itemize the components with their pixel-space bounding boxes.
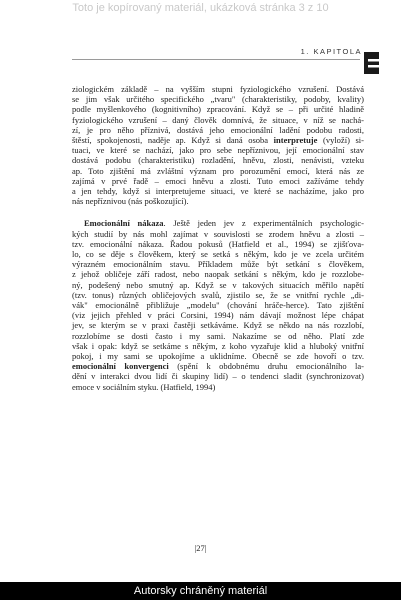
paragraph	[72, 218, 364, 391]
text-line: pokoj, i my sami se upokojíme a uklidníme. Obecně se zde hovoří o tzv.	[72, 351, 364, 362]
text-line	[72, 218, 364, 228]
footer-banner	[0, 582, 401, 600]
text-line: podle myšlenkového (kognitivního) zpracování. Když se – při určité hladině	[72, 104, 364, 115]
text-line: však i opak: když se setkáme s někým, z koho vyzařuje klid a hluboký vnitřní	[72, 340, 364, 351]
text-line: tzv. emocionální nákaza. Řadou pokusů (Hatfield et al., 1994) se zjišťova-	[72, 238, 364, 249]
chapter-thumb-tab	[364, 52, 379, 74]
body-text	[72, 84, 364, 392]
text-line: ný, podešený nebo smutný ap. Když se v takových situacích měřilo napětí	[72, 279, 364, 290]
text-line: kých studií by nás mohl zajímat v souvislosti se zrodem hněvu a zlosti –	[72, 228, 364, 239]
text-line: rozzlobíme se dosti často i my sami. Nakazíme se od něho. Platí zde	[72, 330, 364, 341]
text-line: dění v interakci dvou lidí či skupiny lidí) – o tendenci sladit (synchronizovat)	[72, 371, 364, 382]
text-line: jev, se kterým se v praxi častěji setkáváme. Když se někdo na nás rozzlobí,	[72, 320, 364, 331]
text-line: ziologickém základě – na vyšším stupni fyziologického vzrušení. Dostává	[72, 84, 364, 94]
text-line	[72, 135, 364, 145]
text-line: zajímá v prvé řadě – emoci hněvu a zlosti. Tuto emoci zažíváme tehdy	[72, 175, 364, 186]
text-line: fyziologického vzrušení – daný člověk domnívá, že situace, v níž se nachá-	[72, 114, 364, 125]
emphasis-emotional-convergence: emocionální konvergenci	[72, 361, 169, 372]
running-head: 1. KAPITOLA	[300, 47, 362, 56]
text-line: tuaci, ve které se nachází, jako pro sebe nepříznivou, její emocionální stav	[72, 145, 364, 156]
text-line: nás nepříznivou (nás poškozující).	[72, 196, 189, 207]
footer-copyright-text: Autorsky chráněný materiál	[133, 585, 268, 597]
header-rule	[72, 59, 360, 60]
text-line: výrazném emocionálním stavu. Příkladem může být setkání s člověkem,	[72, 259, 364, 270]
text-line: se jim však určitého specifického „tvaru" (charakteristiky, podoby, kvality)	[72, 94, 364, 105]
emphasis-interpretuje: interpretuje	[273, 135, 318, 146]
text-line: a jen tehdy, když si interpretujeme situaci, ve které se nacházíme, jako pro	[72, 186, 364, 197]
text-run: . Ještě jeden jev z experimentálních psychologic-	[163, 218, 364, 229]
text-line: z jehož obličeje září radost, nebo naopak setkání s někým, kdo je rozzlobe-	[72, 269, 364, 280]
text-line: emoce v sociálním styku. (Hatfield, 1994)	[72, 381, 216, 392]
page-number: |27|	[194, 543, 207, 553]
section-heading-emotional-contagion: Emocionální nákaza	[84, 218, 164, 229]
text-line: zí, je pro něho příznivá, dostává jeho emocionální ladění podobu radosti,	[72, 124, 364, 135]
text-line: dostává podobu (charakteristiku) rozladění, hněvu, zlosti, nenávisti, vzteku	[72, 155, 364, 166]
paragraph	[72, 84, 364, 206]
text-line: vák" emocionálně přibližuje „modelu" (chování hráče-herce). Tato zjištění	[72, 300, 364, 311]
text-run: (spění k obdobnému druhu emocionálního la-	[168, 361, 364, 372]
text-line	[72, 361, 364, 371]
text-line: ap. Toto zjištění má zvláštní význam pro porozumění emocí, která nás ze	[72, 165, 364, 176]
text-line: lo, co se děje s člověkem, který se setká s někým, kdo je ve zcela určitém	[72, 249, 364, 260]
text-line: (tzv. tonus) různých obličejových svalů, zjistilo se, že se vnitřní rychle „di-	[72, 289, 364, 300]
watermark-banner: Toto je kopírovaný materiál, ukázková stránka 3 z 10	[72, 2, 329, 14]
text-line: (viz jejich přehled v práci Corsini, 1994) nám dávají možnost lépe chápat	[72, 310, 364, 321]
text-run: štěstí, spokojenosti, naděje ap. Když si daná osoba	[72, 135, 274, 146]
text-run: (vyloží) si-	[317, 135, 364, 146]
